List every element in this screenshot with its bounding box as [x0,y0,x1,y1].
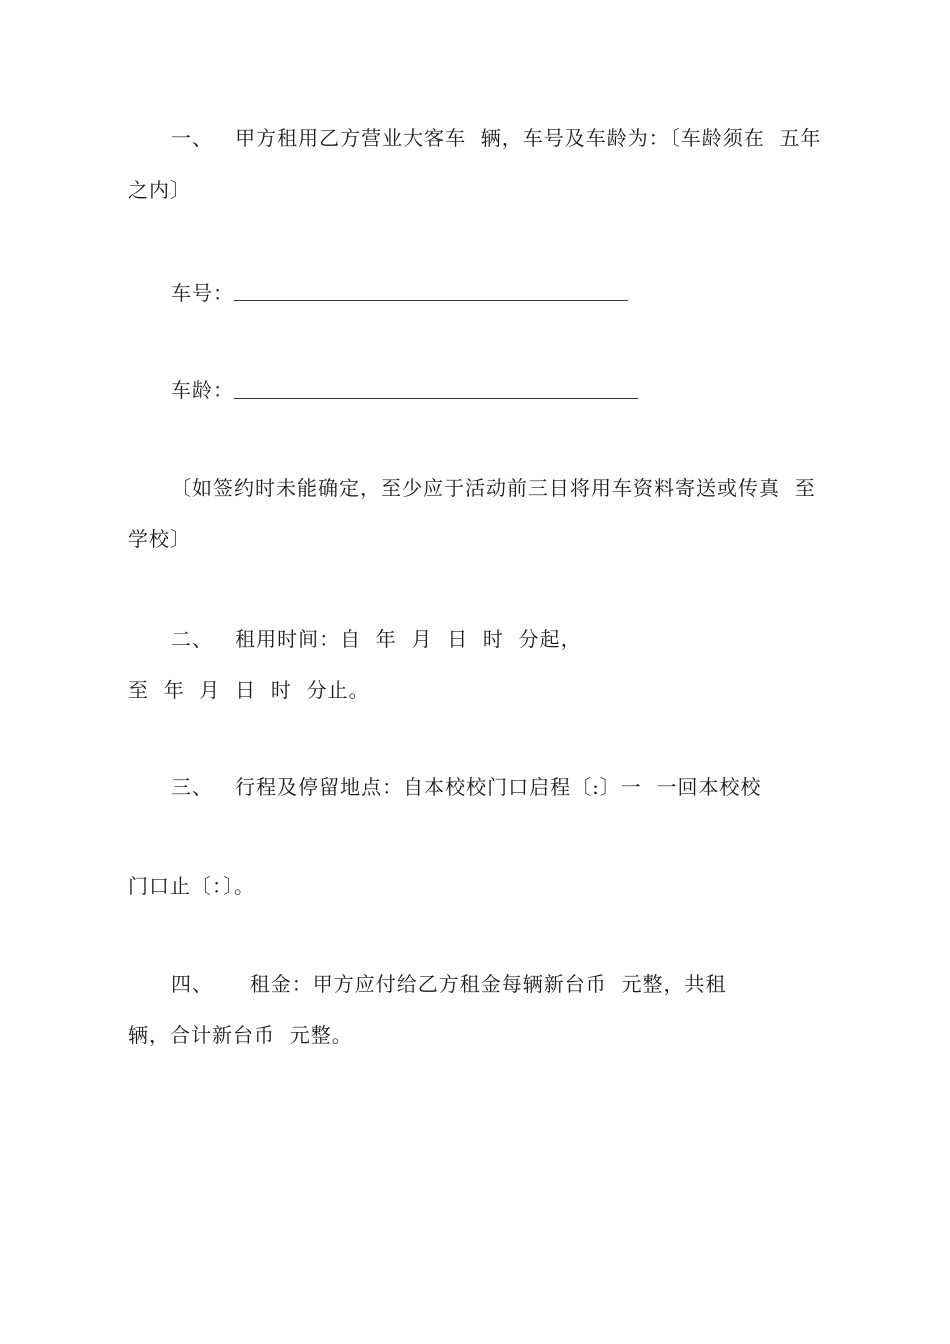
clause-3-line-1: 三、 行程及停留地点：自本校校门口启程〔:〕一 一回本校校 [171,775,762,799]
clause-1-note-line-1: 〔如签约时未能确定，至少应于活动前三日将用车资料寄送或传真 至 [171,476,816,500]
clause-3-line-2: 门口止〔：〕。 [128,874,255,898]
clause-4-line-1: 四、 租金：甲方应付给乙方租金每辆新台币 元整，共租 [171,972,727,996]
clause-1-line-1: 一、 甲方租用乙方营业大客车 辆，车号及车龄为：〔车龄须在 五年 [171,126,822,150]
vehicle-age-label: 车龄： [171,378,234,402]
plate-number-label: 车号： [171,281,234,305]
clause-4-line-2: 辆，合计新台币 元整。 [128,1023,353,1047]
vehicle-age-blank [234,398,638,399]
clause-2-line-1: 二、 租用时间：自 年 月 日 时 分起， [171,627,582,651]
clause-1-note-line-2: 学校〕 [128,527,191,551]
clause-2-line-2: 至 年 月 日 时 分止。 [128,678,370,702]
clause-1-line-2: 之内〕 [128,178,191,202]
plate-number-blank [234,300,628,301]
